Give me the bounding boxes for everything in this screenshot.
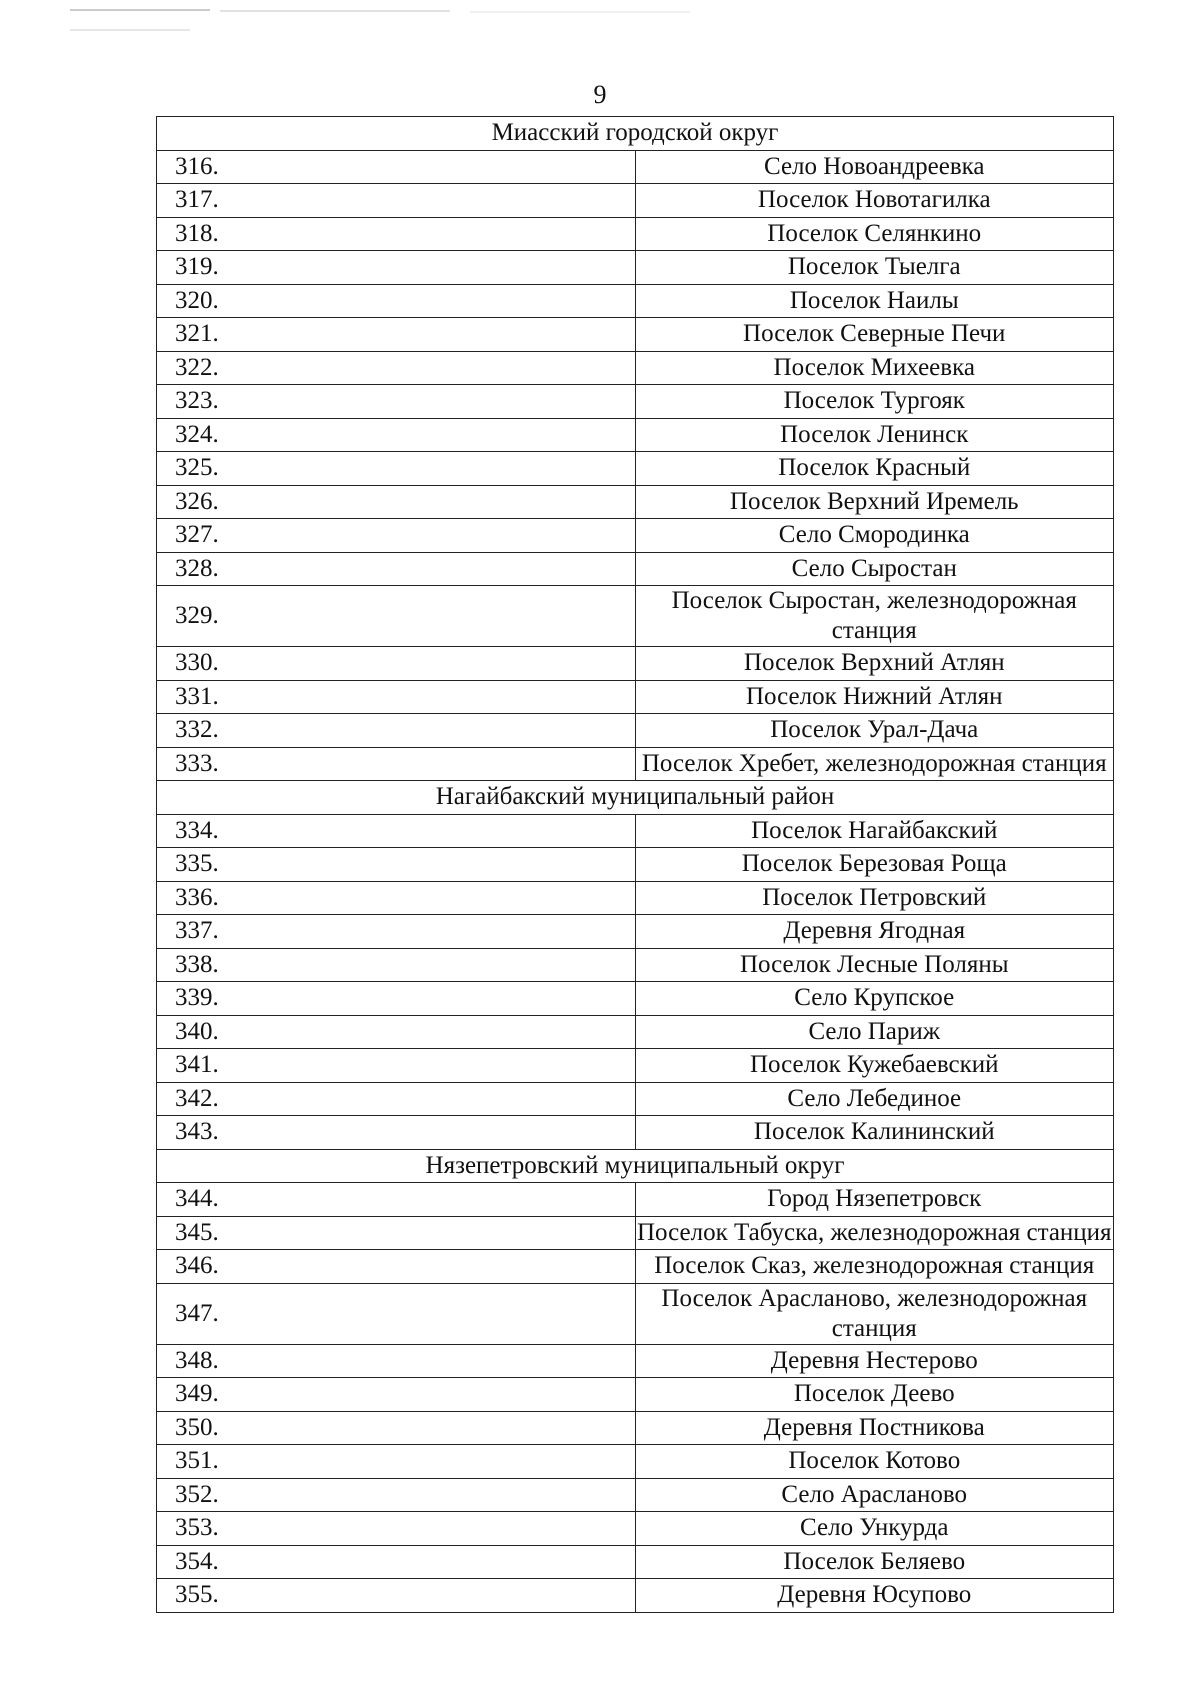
table-row	[157, 385, 1114, 419]
table-row	[157, 586, 1114, 647]
table-row	[157, 814, 1114, 848]
table-row	[157, 150, 1114, 184]
row-number: 343.	[157, 1116, 636, 1150]
row-number: 335.	[157, 848, 636, 882]
table-row	[157, 1579, 1114, 1613]
row-number: 333.	[157, 747, 636, 781]
settlement-name: Село Крупское	[635, 982, 1114, 1016]
row-number: 351.	[157, 1445, 636, 1479]
table-row	[157, 485, 1114, 519]
row-number: 355.	[157, 1579, 636, 1613]
row-number: 330.	[157, 647, 636, 681]
settlement-name: Село Смородинка	[635, 519, 1114, 553]
table-row	[157, 1049, 1114, 1083]
scan-artifact	[70, 4, 690, 44]
row-number: 348.	[157, 1344, 636, 1378]
row-number: 329.	[157, 586, 636, 647]
settlement-name: Поселок Табуска, железнодорожная станция	[635, 1216, 1114, 1250]
row-number: 317.	[157, 184, 636, 218]
table-row	[157, 1411, 1114, 1445]
row-number: 320.	[157, 284, 636, 318]
table-row	[157, 1344, 1114, 1378]
table-row	[157, 284, 1114, 318]
row-number: 337.	[157, 915, 636, 949]
table-row	[157, 1545, 1114, 1579]
table-row	[157, 1183, 1114, 1217]
settlement-name: Поселок Калининский	[635, 1116, 1114, 1150]
row-number: 326.	[157, 485, 636, 519]
section-title: Миасский городской округ	[157, 117, 1114, 151]
settlement-name: Деревня Ягодная	[635, 915, 1114, 949]
settlement-name: Поселок Ленинск	[635, 418, 1114, 452]
settlement-name: Поселок Верхний Иремель	[635, 485, 1114, 519]
row-number: 322.	[157, 351, 636, 385]
row-number: 318.	[157, 217, 636, 251]
table-row	[157, 1216, 1114, 1250]
settlement-name: Село Лебединое	[635, 1082, 1114, 1116]
row-number: 334.	[157, 814, 636, 848]
settlement-name: Поселок Сыростан, железнодорожная станция	[635, 586, 1114, 647]
table-row	[157, 1250, 1114, 1284]
settlement-name: Поселок Северные Печи	[635, 318, 1114, 352]
row-number: 338.	[157, 948, 636, 982]
settlement-name: Поселок Лесные Поляны	[635, 948, 1114, 982]
row-number: 346.	[157, 1250, 636, 1284]
settlement-name: Село Париж	[635, 1015, 1114, 1049]
table-row	[157, 982, 1114, 1016]
row-number: 327.	[157, 519, 636, 553]
table-row	[157, 1512, 1114, 1546]
section-header-row	[157, 781, 1114, 815]
settlement-name: Поселок Верхний Атлян	[635, 647, 1114, 681]
table-row	[157, 647, 1114, 681]
row-number: 349.	[157, 1378, 636, 1412]
settlement-name: Поселок Котово	[635, 1445, 1114, 1479]
settlement-name: Село Арасланово	[635, 1478, 1114, 1512]
table-row	[157, 1116, 1114, 1150]
row-number: 331.	[157, 680, 636, 714]
settlement-name: Деревня Нестерово	[635, 1344, 1114, 1378]
settlement-name: Село Ункурда	[635, 1512, 1114, 1546]
settlement-name: Поселок Селянкино	[635, 217, 1114, 251]
settlement-name: Поселок Новотагилка	[635, 184, 1114, 218]
row-number: 321.	[157, 318, 636, 352]
settlement-name: Деревня Постникова	[635, 1411, 1114, 1445]
row-number: 342.	[157, 1082, 636, 1116]
settlement-name: Поселок Урал-Дача	[635, 714, 1114, 748]
row-number: 352.	[157, 1478, 636, 1512]
settlement-name: Поселок Нижний Атлян	[635, 680, 1114, 714]
settlement-name: Город Нязепетровск	[635, 1183, 1114, 1217]
row-number: 347.	[157, 1283, 636, 1344]
table-row	[157, 184, 1114, 218]
section-header-row	[157, 1149, 1114, 1183]
table-row	[157, 552, 1114, 586]
settlement-name: Поселок Наилы	[635, 284, 1114, 318]
settlement-name: Поселок Хребет, железнодорожная станция	[635, 747, 1114, 781]
table-row	[157, 251, 1114, 285]
table-row	[157, 680, 1114, 714]
settlement-name: Поселок Деево	[635, 1378, 1114, 1412]
row-number: 336.	[157, 881, 636, 915]
section-header-row	[157, 117, 1114, 151]
settlement-name: Село Новоандреевка	[635, 150, 1114, 184]
row-number: 341.	[157, 1049, 636, 1083]
table-row	[157, 418, 1114, 452]
settlement-name: Поселок Беляево	[635, 1545, 1114, 1579]
settlement-name: Поселок Петровский	[635, 881, 1114, 915]
settlement-name: Село Сыростан	[635, 552, 1114, 586]
row-number: 354.	[157, 1545, 636, 1579]
settlement-name: Поселок Красный	[635, 452, 1114, 486]
row-number: 339.	[157, 982, 636, 1016]
table-row	[157, 948, 1114, 982]
row-number: 344.	[157, 1183, 636, 1217]
table-row	[157, 1015, 1114, 1049]
table-row	[157, 747, 1114, 781]
table-row	[157, 1445, 1114, 1479]
settlement-name: Поселок Березовая Роща	[635, 848, 1114, 882]
settlement-name: Поселок Арасланово, железнодорожная станция	[635, 1283, 1114, 1344]
row-number: 350.	[157, 1411, 636, 1445]
settlements-table	[156, 116, 1114, 1613]
table-row	[157, 848, 1114, 882]
row-number: 332.	[157, 714, 636, 748]
settlement-name: Деревня Юсупово	[635, 1579, 1114, 1613]
table-row	[157, 318, 1114, 352]
page-number: 9	[593, 80, 607, 109]
table-row	[157, 1378, 1114, 1412]
table-row	[157, 714, 1114, 748]
settlement-name: Поселок Тургояк	[635, 385, 1114, 419]
row-number: 319.	[157, 251, 636, 285]
settlement-name: Поселок Нагайбакский	[635, 814, 1114, 848]
table-body	[157, 117, 1114, 1613]
settlement-name: Поселок Сказ, железнодорожная станция	[635, 1250, 1114, 1284]
settlement-name: Поселок Тыелга	[635, 251, 1114, 285]
row-number: 325.	[157, 452, 636, 486]
row-number: 328.	[157, 552, 636, 586]
row-number: 353.	[157, 1512, 636, 1546]
settlement-name: Поселок Кужебаевский	[635, 1049, 1114, 1083]
table-row	[157, 217, 1114, 251]
table-row	[157, 1283, 1114, 1344]
table-row	[157, 351, 1114, 385]
row-number: 345.	[157, 1216, 636, 1250]
table-row	[157, 881, 1114, 915]
table-row	[157, 1478, 1114, 1512]
row-number: 324.	[157, 418, 636, 452]
section-title: Нагайбакский муниципальный район	[157, 781, 1114, 815]
row-number: 340.	[157, 1015, 636, 1049]
settlement-name: Поселок Михеевка	[635, 351, 1114, 385]
table-row	[157, 915, 1114, 949]
table-row	[157, 1082, 1114, 1116]
section-title: Нязепетровский муниципальный округ	[157, 1149, 1114, 1183]
table-row	[157, 452, 1114, 486]
table-row	[157, 519, 1114, 553]
row-number: 316.	[157, 150, 636, 184]
row-number: 323.	[157, 385, 636, 419]
